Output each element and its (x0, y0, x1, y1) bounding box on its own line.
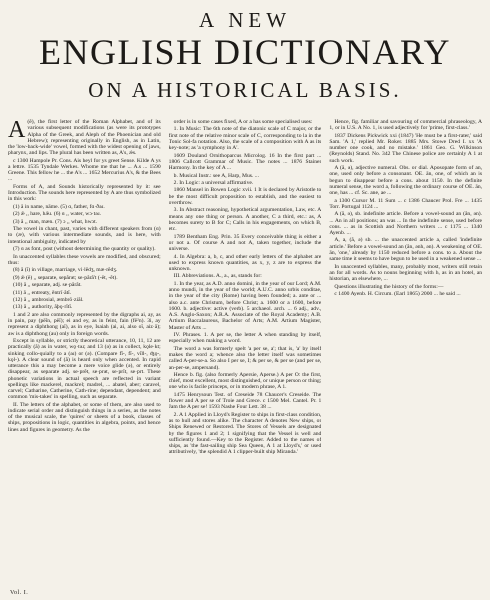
middle-paragraph: b. Musical Instr.: see A, Harp, Mus. ... (173, 172, 259, 179)
middle-paragraph: The word a was formerly spelt 'a per se, a'; that is, 'a' by itself makes the word a; whence also the letter itself was sometimes called A-per-se-a. So also I per se, I; & per se, & per se (and per se, an-per-se, ampersand). (168, 345, 322, 371)
left-paragraph: (1) ā in name, nāme. (5) ɑ, father, fɑ·ðəɹ. (13, 203, 105, 210)
title-line-a: A NEW (198, 8, 292, 32)
right-paragraph: A, a, (ă, ə) sb. ... the unaccented article a, called 'indefinite article.' Before a vowel-sound an (ăn, ənh, ən). A weakening of OE. ān, 'one,' already by 1150 reduced before a cons. to a. About the same time it seems to have begun to be used in a weakened sense ... (329, 237, 483, 263)
left-paragraph: (3) ă ,, man, mæn. (7) ɔ ,, what, hwɔt. (13, 218, 98, 225)
left-paragraph: (12) ă ,, ambrosial, æmbrō·ziăl. (13, 296, 84, 303)
middle-paragraph: order is in some cases fixed, A or a has some specialised uses: (173, 119, 313, 125)
middle-paragraph: 2. In Logic: a universal affirmative. (173, 180, 254, 186)
left-paragraph: (11) ā ,, entreaty, ěntrī·ătĭ. (13, 289, 72, 296)
right-paragraph: c 1400 Ayenb. H. Circum. (Earl 1865) 2000 ... he said ... (334, 291, 461, 297)
right-paragraph: Hence, fig. familiar and savouring of commercial phraseology, A 1, or in U.S. A No. 1, is used adjectively for 'prime, first-class.' (329, 119, 483, 132)
middle-paragraph: Hence b. fig. (also formerly Apersie, Aperse.) A per O: the first, chief, most excellent, most distinguished, or unique person or thing; one who is facile princeps, or in modern phrase, A 1. (168, 371, 322, 391)
middle-paragraph: 2. A 1 Applied in Lloyd's Register to ships in first-class condition, as to hull and stores alike. The character A denotes New ships, or Ships Renewed or Restored. The Stores of Vessels are designated by the figures 1 and 2; 1 signifying that the Vessel is well and sufficiently found.—Key to the Register. Added to the names of ships, as 'the fast-sailing ship Sea Queen, A 1 at Lloyd's,' or used attributively, 'the splendid A 1 clipper-built ship Miranda.' (168, 411, 322, 456)
title-main: ENGLISH DICTIONARY (39, 32, 451, 72)
left-paragraph: (8) ă (ĭ) in village, marriage, vi·lĕdʒ, mæ·rĕdʒ. (13, 267, 118, 274)
title-subtitle: ON A HISTORICAL BASIS. (88, 78, 402, 102)
left-paragraph: The vowel in chant, past, varies with different speakers from (ɑ) to (æ), with various intermediate sounds, and is here, with intentional ambiguity, indicated by (8, 226, 161, 245)
left-paragraph: (10) ă ,, separate, adj. se·părăt. (13, 282, 82, 289)
left-paragraph: Forms of A, and Sounds historically represented by it: see Introduction. The sounds here represented by A are thus symbolized in this work: (8, 183, 161, 203)
left-paragraph: 1 and 2 are also commonly represented by the digraphs ai, ay, as in pain, pay (pēĭn, pēĭ); ei and ey, as in feint, fain (fē²n). 3i, ay represent a diphthong (aĭ), as in eye, Isaiah (ai, ai, also oĭ, aiz·ă); aw is a diphthong (au) only in foreign words. (8, 311, 161, 337)
right-paragraph: 1837 Dickens Pickwick xxi (1847) 'He must be a first-rater,' said Sam. 'A 1,' replied Mr. Roker. 1885 Mrs. Stowe Dred I. xx 'A number one cook, and no mistake.' 1861 Geo. G. Wilkinson (Reynolds) Stand. No. 342 The Chinese police are certainly A 1 at such work. (329, 132, 483, 164)
right-paragraph: In unaccented syllables, many, probably most, writers still retain an for all words. As to nouns beginning with h, as in an hotel, an historian, an elsewhere, ... (329, 263, 483, 283)
column-left (8, 119, 161, 593)
middle-paragraph: IV. Phrases. 1. A per se, the letter A when standing by itself, especially when making a word. (168, 332, 322, 345)
volume-footer: Vol. I. (10, 590, 29, 596)
middle-paragraph: 1789 Bentham Eng. Prin. 35 Every conceivable thing is either a or not a. Of course A and not A, taken together, include the universe. (168, 233, 322, 253)
right-paragraph: A (ă, ə), sb. indefinite article. Before a vowel-sound an (ăn, ən). ... An in all positions; an was ... In the indefinite sense, used before cons. ... as in Scottish and Northern writers ... c 1175 ... 1340 Ayenb. ... (329, 211, 483, 236)
right-paragraph: a 1300 Cursor M. 11 Sum ... c 1386 Chaucer Prol. Fre ... 1435 Torr. Portugal 1124 ... (329, 197, 483, 210)
left-paragraph: c 1300 Hampole Pr. Cons. Ais heyl for ys greet Sense. Kilde A ys a lettre. 1535 Tyndale Werkes. Whome me that he ... A.s ... 1590 Greene. This fellow he ... the A's ... 1652 Mercurius A's, & the Bees ... (8, 157, 161, 183)
left-paragraph: (9) ǣ (ē) ,, separate, sepărət; se·pără't (-ēt, -ĕt). (13, 274, 118, 281)
middle-paragraph: 1609 Douland Ornithoparcus Microlog. 16 In the first part ... 1806 Callcott Grammar of Music. The notes ... 1876 Stainer Harmony. In the key of A ... (168, 152, 322, 172)
right-paragraph: A (ă, ə), adjective numeral. Obs. or dial. Aposopate form of an, one, used only before a consonant. OE. ān, one, of which an is begun to disappear before a cons. about 1150. In the definite numeral sense, the word a, following the ordinary course of OE. ān, one, has ... cf. Sc. ane, ae ... (329, 165, 483, 197)
left-paragraph: (13) ă ,, authority, ăþǫ·rĭtĭ. (13, 304, 73, 311)
middle-paragraph: 1860 Mansel in Bowen Logic xvii. 1 It is declared by Aristotle to be the most difficult proposition to establish, and the easiest to overthrow. (168, 187, 322, 206)
left-paragraph: (7) ɑ as fɑnt, pɑst (without determining the quantity or quality). (13, 246, 156, 253)
text-columns (8, 119, 482, 593)
middle-paragraph: 3. In Abstract reasoning, hypothetical argumentation, Law, etc. A means any one thing or person. A another, C a third, etc.: as, A becomes surety to B for C; Calls in his engagements, on which B, etc. (168, 207, 322, 233)
left-paragraph: In unaccented syllables these vowels are modified, and obscured; thus: (8, 253, 161, 266)
column-right (329, 119, 482, 593)
left-paragraph: Except in syllable, or strictly theoretical utterance, 10, 11, 12 are practically (ă) as in water, wǫ·təɹ; and 13 (ə) as in collect, kǫle·kt; sinking collo-quially to a (əɹ) or (ə). (Compare fĭ-, fĭ-, vĭll-, ʤǫ-, kǫl-). A clear sound of (ă) is heard only when accented. In rapid utterance this a may become a mere voice glide (ə), or entirely disappear, as separate adj. se·prĕt, se·prət, se·prĭt, se·prt. These phonetic variations in actual speech are reflected in variant spellings like mackerel, mackrel; madrel, ... abatel, aber; caravel, carvel; Catharine, Catherine, Cath-rine; dependant, dependent; and common 'mis-takes' in spelling, such as separate. (8, 338, 161, 401)
middle-paragraph: 1. In the year, as A.D. anno domini, in the year of our Lord; A.M. anno mundi, in the year of the world; A.U.C. anno urbis conditae, in the year of the city (Rome) having been founded; a. ante or ... also a.c. ante Christum, before Christ; a. 1600 or a 1600, before 1600. b. adjective: active (verb). 5 archaeol. arch. ... 6 adj., adv., A.S. Anglo-Saxon; A.R.A. Associate of the Royal Academy; A.B. Artium Baccalaureus, Bachelor of Arts; A.M. Artium Magister, Master of Arts ... (168, 280, 322, 331)
drop-cap: A (8, 119, 26, 143)
left-paragraph: II. The letters of the alphabet, or some of them, are also used to indicate serial order and distinguish things in a series, as the notes of the musical scale, the 'quires' or sheets of a book, classes of ships, propositions in logic, quantities in algebra, points, and hence lines and figures in geometry. As the (8, 401, 161, 433)
entry-a-intro: A (ĕ), the first letter of the Roman Alphabet, and of its various subsequent modifications (as were its prototypes Alpha of the Greek, and Aleph of the Phoenician and old Hebrew); representing originally in English, as in Latin, the 'low-back-wide' vowel, formed with the widest opening of jaws, pharynx, and lips. The plural has been written as, A's, ǽs. (8, 119, 161, 157)
middle-paragraph: 4. In Algebra: a, b, c, and other early letters of the alphabet are used to express known quantities, as x, y, z are to express the unknown. (168, 253, 322, 272)
column-middle (169, 119, 322, 593)
middle-paragraph: III. Abbreviations. A., a., as, stands for: (173, 273, 262, 280)
middle-paragraph: 1. In Music: The 6th note of the diatonic scale of C major, or the first note of the relative minor scale of C, corresponding to la in the Tonic Sol-fa notation. Also, the scale of a composition with A as its key-note; as 'a symphony in A'. (168, 126, 322, 152)
left-paragraph: (2) ǣ ,, hare, hǣɹ. (6) ɑ ,, water, wɔ·təɹ. (13, 211, 101, 218)
middle-paragraph: 1475 Henrysoun Test. of Creseide 78 Chaucer's Creseide. The flower and A per se of Troie and Grece. c 1500 Mel. Cantel. Pr. 1 Jam the A per se! 1593 Nashe Four Lett. 38 ... (168, 391, 322, 411)
right-paragraph: Questions illustrating the history of the forms:— (334, 283, 444, 290)
